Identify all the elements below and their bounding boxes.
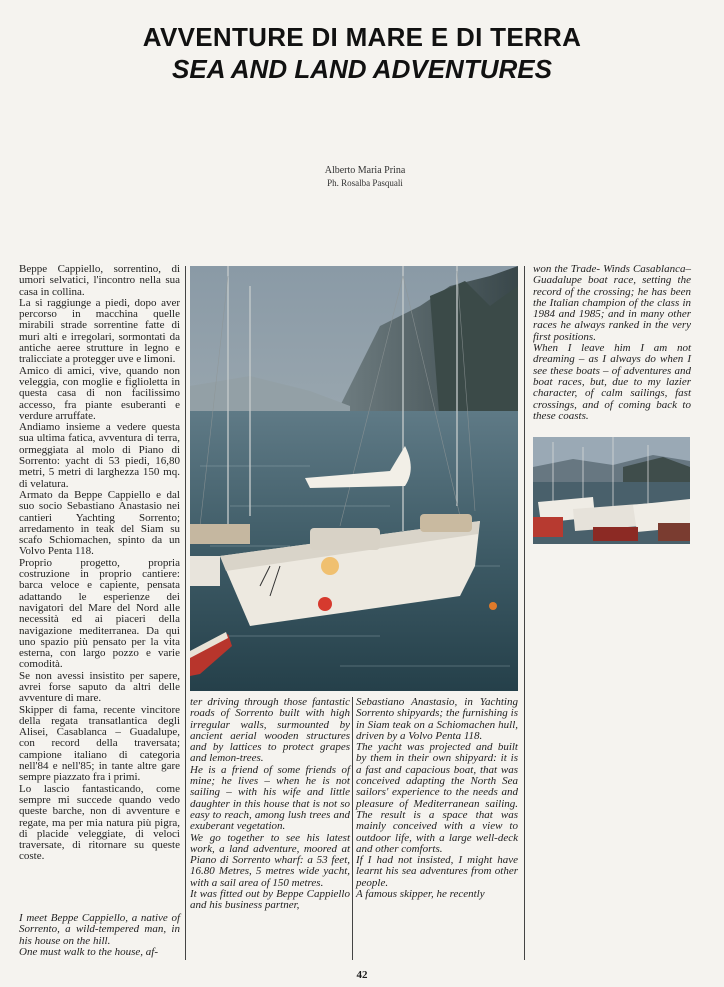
paragraph: He is a friend of some friends of mine; he lives – when he is not sailing – with his wife and little daughter in this house that is not so easy to reach, among lush trees and exuberant vegetation. <box>190 763 350 833</box>
italian-article-column <box>19 264 180 863</box>
paragraph: We go together to see his latest work, a land adventure, moored at Piano di Sorrento wharf: a 53 feet, 16.80 Metres, 5 metres wide yacht, with a sail area of 150 metres. <box>190 831 350 889</box>
paragraph: Andiamo insieme a vedere questa sua ultima fatica, avventura di terra, ormeggiata al molo di Piano di Sorrento: yacht di 53 piedi, 16,80 metri, 5 metri di larghezza 150 mq. di velatura. <box>19 421 180 490</box>
paragraph: One must walk to the house, af- <box>19 945 159 958</box>
paragraph: The yacht was projected and built by them in their own shipyard: it is a fast and capacious boat, that was conceived adapting the North Sea sailors' experience to the needs and pleasure of Mediterranean sailing. The result is a space that was mainly conceived with a view to outdoor life, with a large well-deck and other comforts. <box>356 741 518 855</box>
paragraph: It was fitted out by Beppe Cappiello and his business partner, <box>190 888 350 912</box>
title-italian: AVVENTURE DI MARE E DI TERRA <box>142 22 582 52</box>
paragraph: Se non avessi insistito per sapere, avrei forse saputo da altri delle avventure di mare. <box>19 669 180 705</box>
photographer-credit: Ph. Rosalba Pasquali <box>327 178 403 188</box>
paragraph: Sebastiano Anastasio, in Yachting Sorrento shipyards; the furnishing is in Siam teak on a Schiomachen hull, driven by a Volvo Penta 118. <box>356 696 518 742</box>
paragraph: Lo lascio fantasticando, come sempre mi succede quando vedo queste barche, non di avventure e regate, ma per mia natura più pigra, di placide veleggiate, di veloci traversate, di ritornare su queste coste. <box>19 782 180 863</box>
paragraph: ter driving through those fantastic roads of Sorrento built with high irregular walls, surmounted by ancient aerial wooden structures and by lattices to protect grapes and lemon-trees. <box>190 696 350 765</box>
paragraph: If I had not insisted, I might have learnt his sea adventures from other people. <box>356 854 518 889</box>
paragraph: La si raggiunge a piedi, dopo aver percorso in macchina quelle mirabili strade sorrentine fatte di muri alti e irregolari, sormontati da antiche aeree strutture in legno e tralicciate a protegger uve e limoni. <box>19 296 180 366</box>
column-divider <box>524 266 525 960</box>
page-number: 42 <box>356 969 368 981</box>
paragraph: I meet Beppe Cappiello, a native of Sorrento, a wild-tempered man, in his house on the hill. <box>19 912 180 947</box>
paragraph: Skipper di fama, recente vincitore della regata transatlantica degli Alisei, Casablanca – Guadalupe, con record della traversata; campione italiano di categoria nell'84 e nell'85; in tante altre gare sempre piazzato fra i primi. <box>19 703 180 784</box>
paragraph: A famous skipper, he recently <box>356 888 485 901</box>
column-divider <box>185 266 186 960</box>
paragraph: Amico di amici, vive, quando non veleggia, con moglie e figlioletta in questa casa di non facilissimo accesso, fra piante esuberanti e verdure arruffate. <box>19 364 180 422</box>
english-article-column-2 <box>356 697 518 900</box>
paragraph: Armato da Beppe Cappiello e dal suo socio Sebastiano Anastasio nei cantieri Yachting Sorrento; arredamento in teak del Siam su scafo Schiomachen, spinto da un Volvo Penta 118. <box>19 488 180 558</box>
english-article-start <box>19 913 180 958</box>
harbour-photo <box>533 437 690 544</box>
author-credit: Alberto Maria Prina <box>324 165 406 176</box>
paragraph: Proprio progetto, propria costruzione in proprio cantiere: barca veloce e capiente, pensata adattando le esperienze dei navigatori del Mare del Nord alle necessità ed ai piaceri della navigazione mediterranea. Da qui uno spazio più pensato per la vita esterna, con largo pozzo e varie comodità. <box>19 556 180 671</box>
column-divider <box>352 697 353 960</box>
paragraph: Beppe Cappiello, sorrentino, di umori selvatici, l'incontro nella sua casa in collina. <box>19 263 180 298</box>
paragraph: won the Trade- Winds Casablanca–Guadalupe boat race, setting the record of the crossing; he has been the Italian champion of the class in 1984 and 1985; and in many other races he always ranked in the very first positions. <box>533 263 691 343</box>
sailboat-photo <box>190 266 518 691</box>
english-article-column-1 <box>190 697 350 912</box>
english-article-column-right <box>533 264 691 422</box>
title-english: SEA AND LAND ADVENTURES <box>172 54 552 84</box>
paragraph: When I leave him I am not dreaming – as I always do when I see these boats – of adventures and boat races, but, due to my lazier character, of calm sailings, fast crossings, and of coming back to these coasts. <box>533 342 691 422</box>
